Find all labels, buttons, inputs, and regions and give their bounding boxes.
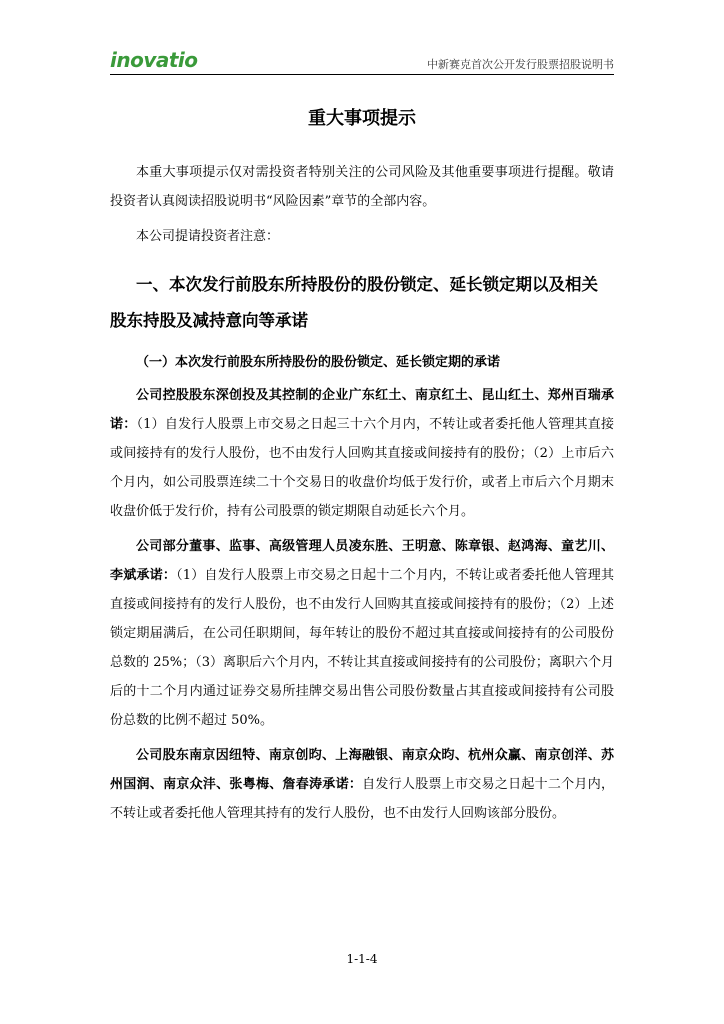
paragraph-body: （1）自发行人股票上市交易之日起十二个月内，不转让或者委托他人管理其直接或间接持有的发行人股份，也不由发行人回购其直接或间接持有的股份；（2）上述锁定期届满后，在公司任职期间，每年转让的股份不超过其直接或间接持有的公司股份总数的 25%；（3）离职后六个月内，不转让其直接或间接持有的公司股份；离职六个月后的十二个月内通过证券交易所挂牌交易出售公司股份数量占其直接或间接持有公司股份总数的比例不超过 50%。 (110, 568, 614, 728)
commitment-paragraph-controlling-shareholders (110, 381, 614, 526)
paragraph-body: （1）自发行人股票上市交易之日起三十六个月内，不转让或者委托他人管理其直接或间接持有的发行人股份，也不由发行人回购其直接或间接持有的股份；（2）上市后六个月内，如公司股票连续二十个交易日的收盘价均低于发行价，或者上市后六个月期末收盘价低于发行价，持有公司股票的锁定期限自动延长六个月。 (110, 417, 614, 519)
page-header (110, 46, 614, 74)
section-heading: 一、本次发行前股东所持股份的股份锁定、延长锁定期以及相关股东持股及减持意向等承诺 (110, 275, 598, 330)
page-content (110, 98, 614, 834)
commitment-paragraph-other-shareholders (110, 741, 614, 828)
paragraph-lead: 公司股东南京因纽特、南京创昀、上海融银、南京众昀、杭州众赢、南京创洋、苏州国润、南京众沣、张粤梅、詹春涛承诺： (110, 748, 614, 792)
page-number: 1-1-4 (346, 952, 378, 966)
logo-text: inovatio (110, 48, 198, 72)
page-title: 重大事项提示 (308, 108, 416, 129)
paragraph-body: 自发行人股票上市交易之日起十二个月内，不转让或者委托他人管理其持有的发行人股份，也不由发行人回购该部分股份。 (110, 777, 614, 821)
commitment-paragraph-directors (110, 532, 614, 735)
company-logo (110, 48, 198, 72)
paragraph-lead: 公司控股股东深创投及其控制的企业广东红土、南京红土、昆山红土、郑州百瑞承诺： (110, 388, 614, 432)
document-name: 中新赛克首次公开发行股票招股说明书 (427, 58, 614, 71)
header-divider (110, 74, 614, 75)
notice-paragraph: 本公司提请投资者注意： (136, 229, 280, 244)
subsection-heading: （一）本次发行前股东所持股份的股份锁定、延长锁定期的承诺 (136, 355, 501, 370)
paragraph-lead: 公司部分董事、监事、高级管理人员凌东胜、王明意、陈章银、赵鸿海、童艺川、李斌承诺： (110, 539, 614, 583)
intro-paragraph: 本重大事项提示仅对需投资者特别关注的公司风险及其他重要事项进行提醒。敬请投资者认真阅读招股说明书“风险因素”章节的全部内容。 (110, 165, 614, 209)
